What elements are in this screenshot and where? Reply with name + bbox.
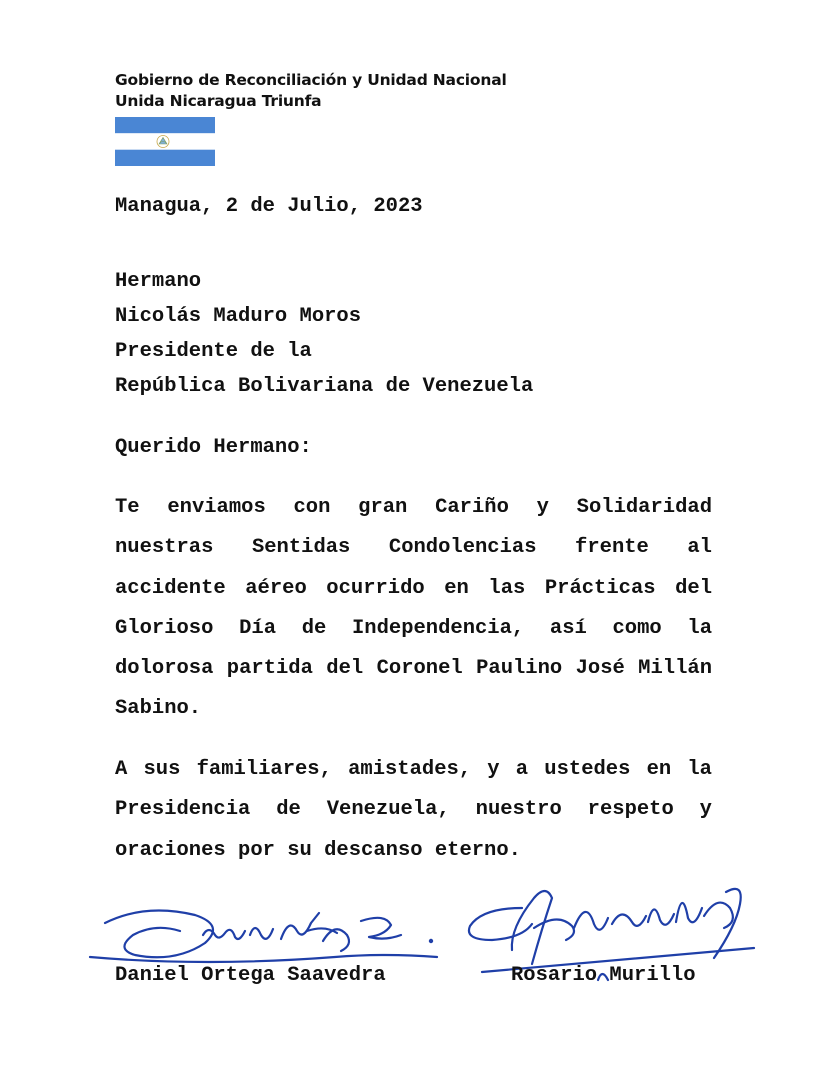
body-paragraph-1: Te enviamos con gran Cariño y Solidaridad nuestras Sentidas Condolencias frente al accidente aéreo ocurrido en las Prácticas del Glorioso Día de Independencia, así como la dolorosa partida del Coronel Paulino José Millán Sabino.: [115, 496, 712, 721]
recipient-line: República Bolivariana de Venezuela: [115, 375, 534, 398]
body-paragraph-2: A sus familiares, amistades, y a ustedes en la Presidencia de Venezuela, nuestro respeto y oraciones por su descanso eterno.: [115, 758, 712, 862]
recipient-line: Presidente de la: [115, 340, 312, 363]
signatory-name-right: Rosario Murillo: [511, 964, 696, 987]
recipient-line: Hermano: [115, 270, 202, 293]
letter-date: Managua, 2 de Julio, 2023: [115, 195, 423, 218]
signatory-name-left: Daniel Ortega Saavedra: [115, 964, 386, 987]
letterhead-line-1: Gobierno de Reconciliación y Unidad Nacional: [115, 71, 507, 89]
signature-daniel-ortega: [85, 895, 445, 975]
nicaragua-flag-icon: [115, 117, 215, 166]
recipient-block: [115, 264, 533, 404]
recipient-line: Nicolás Maduro Moros: [115, 305, 362, 328]
letterhead-line-2: Unida Nicaragua Triunfa: [115, 92, 322, 110]
letterhead: [115, 70, 507, 112]
salutation: Querido Hermano:: [115, 436, 312, 459]
